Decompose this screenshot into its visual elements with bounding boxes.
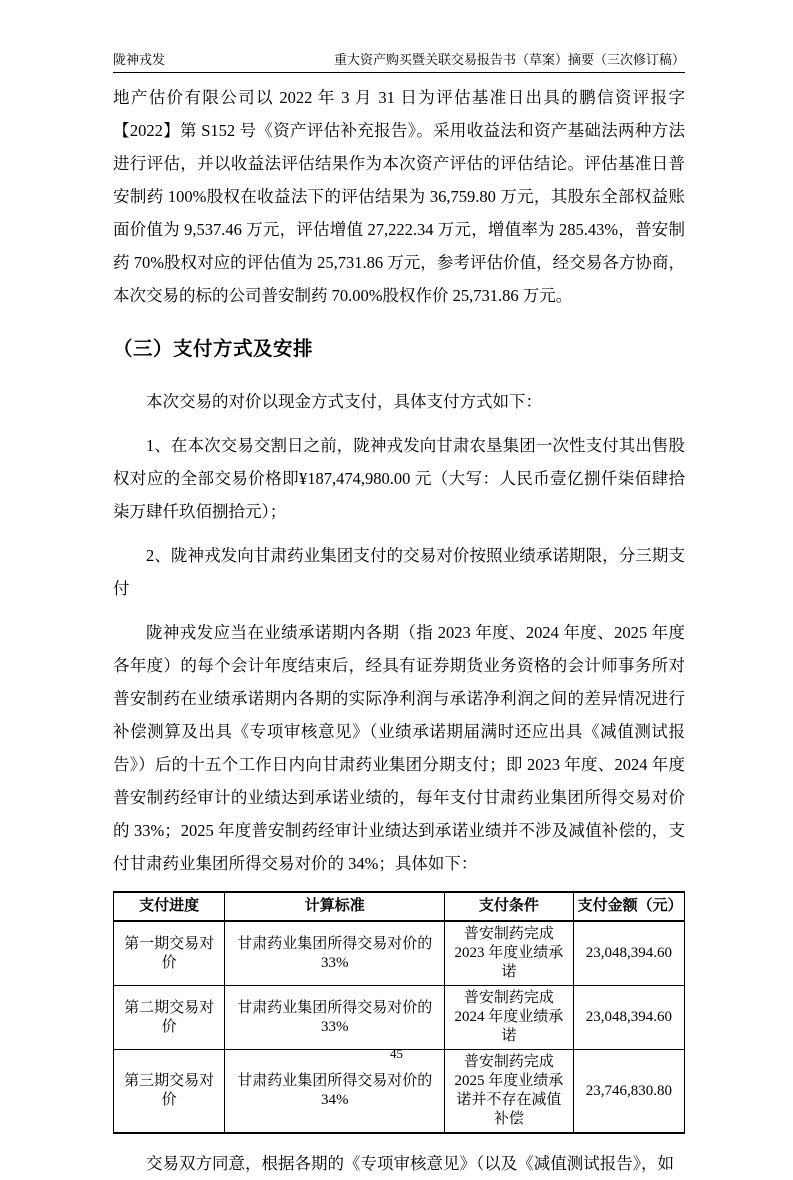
column-header-payment-stage: 支付进度	[114, 892, 225, 921]
column-header-calculation-standard: 计算标准	[225, 892, 445, 921]
paragraph-payment-item-2: 2、陇神戎发向甘肃药业集团支付的交易对价按照业绩承诺期限，分三期支付	[113, 546, 685, 598]
cell-stage-2: 第二期交易对价	[114, 986, 225, 1050]
cell-stage-1: 第一期交易对价	[114, 921, 225, 986]
cell-condition-2: 普安制药完成 2024 年度业绩承诺	[445, 986, 573, 1050]
table-row-installment-3	[114, 1050, 685, 1134]
paragraph-valuation-continuation: 地产估价有限公司以 2022 年 3 月 31 日为评估基准日出具的鹏信资评报字【2022】第 S152 号《资产评估补充报告》。采用收益法和资产基础法两种方法进行评估，并以收益法评估结果作为本次资产评估的评估结论。评估基准日普安制药 100%股权在收益法下的评估结果为 36,759.80 万元，其股东全部权益账面价值为 9,537.46 万元，评估增值 27,222.34 万元，增值率为 285.43%，普安制药 70%股权对应的评估值为 25,731.86 万元，参考评估价值，经交易各方协商，本次交易的标的公司普安制药 70.00%股权作价 25,731.86 万元。	[113, 88, 685, 305]
cell-condition-3: 普安制药完成 2025 年度业绩承诺并不存在减值补偿	[445, 1050, 573, 1134]
payment-schedule-table	[113, 891, 685, 1134]
paragraph-payment-intro: 本次交易的对价以现金方式支付，具体支付方式如下：	[146, 392, 542, 411]
page-number: 45	[390, 1046, 403, 1061]
cell-condition-1: 普安制药完成 2023 年度业绩承诺	[445, 921, 573, 986]
cell-standard-1: 甘肃药业集团所得交易对价的 33%	[225, 921, 445, 986]
section-heading-payment-method: （三）支付方式及安排	[113, 338, 314, 360]
paragraph-installment-detail: 陇神戎发应当在业绩承诺期内各期（指 2023 年度、2024 年度、2025 年度各年度）的每个会计年度结束后，经具有证券期货业务资格的会计师事务所对普安制药在业绩承诺期内各期的实际净利润与承诺净利润之间的差异情况进行补偿测算及出具《专项审核意见》（业绩承诺期届满时还应出具《减值测试报告》）后的十五个工作日内向甘肃药业集团分期支付；即 2023 年度、2024 年度普安制药经审计的业绩达到承诺业绩的，每年支付甘肃药业集团所得交易对价的 33%；2025 年度普安制药经审计业绩达到承诺业绩并不涉及减值补偿的，支付甘肃药业集团所得交易对价的 34%；具体如下：	[113, 623, 685, 873]
header-company-name: 陇神戎发	[113, 52, 166, 67]
paragraph-closing: 交易双方同意，根据各期的《专项审核意见》（以及《减值测试报告》，如	[146, 1154, 674, 1173]
paragraph-payment-item-1: 1、在本次交易交割日之前，陇神戎发向甘肃农垦集团一次性支付其出售股权对应的全部交易价格即¥187,474,980.00 元（大写：人民币壹亿捌仟柒佰肆拾柒万肆仟玖佰捌拾元）；	[113, 436, 685, 521]
cell-amount-3: 23,746,830.80	[573, 1050, 684, 1134]
document-body	[113, 81, 685, 1180]
cell-amount-2: 23,048,394.60	[573, 986, 684, 1050]
running-header	[113, 52, 685, 73]
cell-amount-1: 23,048,394.60	[573, 921, 684, 986]
header-report-title: 重大资产购买暨关联交易报告书（草案）摘要（三次修订稿）	[333, 52, 685, 67]
column-header-payment-condition: 支付条件	[445, 892, 573, 921]
table-row-installment-1	[114, 921, 685, 986]
table-row-installment-2	[114, 986, 685, 1050]
cell-standard-3: 甘肃药业集团所得交易对价的 34%	[225, 1050, 445, 1134]
table-header-row	[114, 892, 685, 921]
cell-stage-3: 第三期交易对价	[114, 1050, 225, 1134]
column-header-payment-amount: 支付金额（元）	[573, 892, 684, 921]
cell-standard-2: 甘肃药业集团所得交易对价的 33%	[225, 986, 445, 1050]
